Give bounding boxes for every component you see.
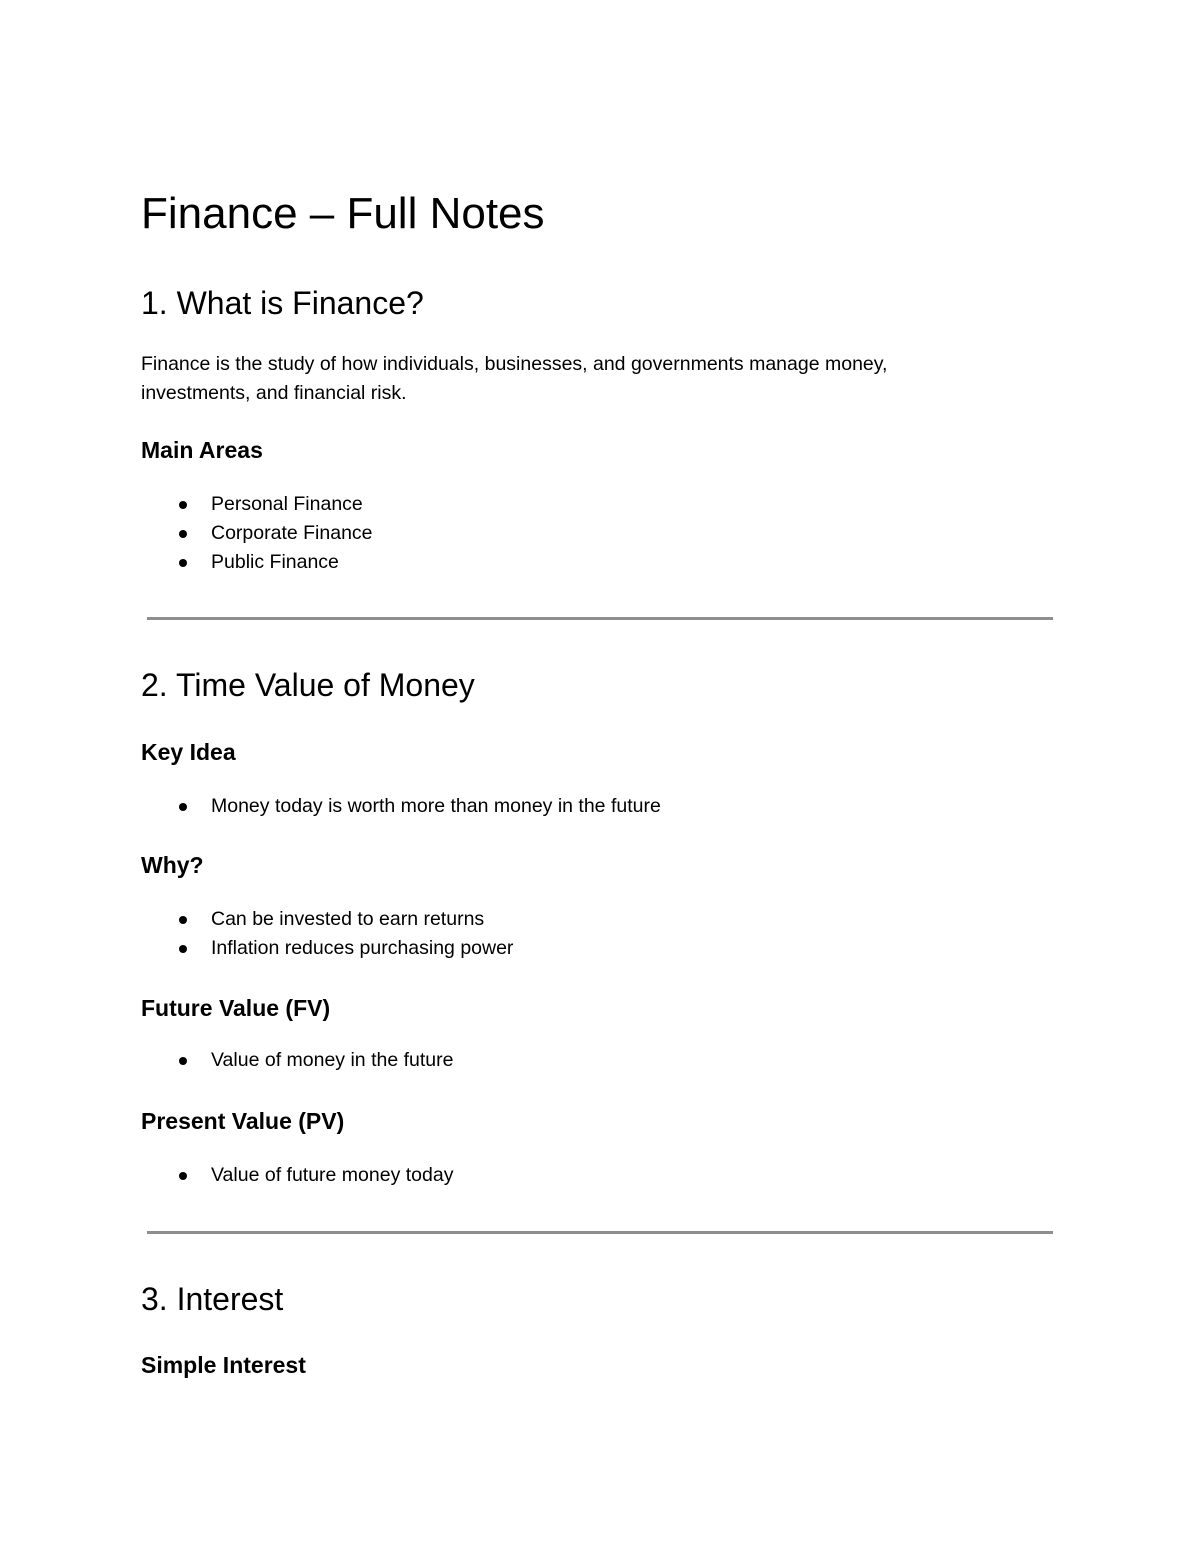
horizontal-divider: [147, 1231, 1053, 1234]
document-title: Finance – Full Notes: [141, 189, 545, 238]
list-item-text: Money today is worth more than money in the future: [211, 795, 661, 817]
subsection-heading-why: Why?: [141, 852, 204, 878]
list-item-text: Public Finance: [211, 551, 339, 573]
section-heading-what-is-finance: 1. What is Finance?: [141, 285, 424, 321]
list-item-text: Inflation reduces purchasing power: [211, 937, 514, 959]
bullet-dot-icon: [179, 530, 187, 538]
subsection-heading-main-areas: Main Areas: [141, 437, 263, 463]
list-item: [141, 1046, 453, 1075]
paragraph-line: investments, and financial risk.: [141, 381, 407, 404]
bullet-list-main-areas: [141, 490, 373, 577]
bullet-list-why: [141, 905, 513, 963]
list-item-text: Can be invested to earn returns: [211, 908, 485, 930]
subsection-heading-future-value: Future Value (FV): [141, 995, 331, 1021]
list-item: [141, 519, 373, 548]
list-item: [141, 548, 373, 577]
bullet-list-key-idea: [141, 792, 661, 821]
list-item-text: Value of future money today: [211, 1164, 454, 1186]
bullet-dot-icon: [179, 1172, 187, 1180]
list-item: [141, 792, 661, 821]
list-item: [141, 905, 513, 934]
bullet-dot-icon: [179, 803, 187, 811]
list-item: [141, 934, 513, 963]
list-item-text: Corporate Finance: [211, 522, 373, 544]
bullet-dot-icon: [179, 1057, 187, 1065]
section-heading-interest: 3. Interest: [141, 1281, 284, 1317]
bullet-dot-icon: [179, 945, 187, 953]
list-item: [141, 1161, 453, 1190]
section-heading-time-value-of-money: 2. Time Value of Money: [141, 667, 475, 703]
bullet-dot-icon: [179, 501, 187, 509]
list-item: [141, 490, 373, 519]
subsection-heading-key-idea: Key Idea: [141, 739, 236, 765]
list-item-text: Value of money in the future: [211, 1049, 454, 1071]
bullet-list-present-value: [141, 1161, 453, 1190]
paragraph-line: Finance is the study of how individuals, businesses, and governments manage money,: [141, 353, 888, 375]
bullet-list-future-value: [141, 1046, 453, 1075]
bullet-dot-icon: [179, 559, 187, 567]
list-item-text: Personal Finance: [211, 493, 363, 515]
horizontal-divider: [147, 617, 1053, 620]
subsection-heading-simple-interest: Simple Interest: [141, 1352, 306, 1378]
bullet-dot-icon: [179, 916, 187, 924]
subsection-heading-present-value: Present Value (PV): [141, 1108, 345, 1134]
section-paragraph: [141, 350, 1041, 407]
